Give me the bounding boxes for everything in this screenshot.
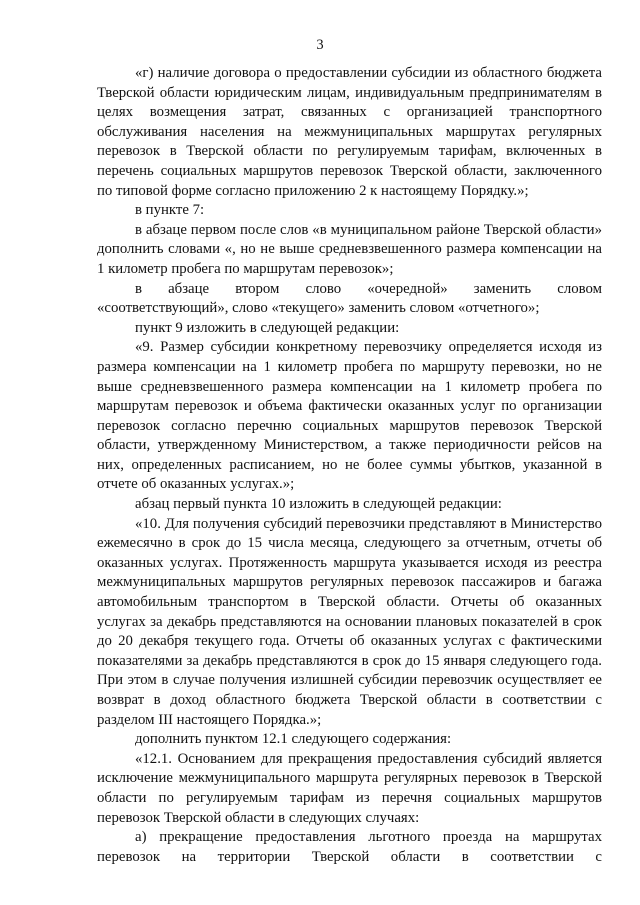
page-number: 3 bbox=[316, 37, 324, 53]
paragraph-point-7-intro: в пункте 7: bbox=[135, 202, 205, 219]
paragraph-point-12-1-intro: дополнить пунктом 12.1 следующего содержания: bbox=[135, 731, 452, 748]
paragraph-point-9-text: «9. Размер субсидии конкретному перевозчику определяется исходя из размера компенсации на 1 километр пробега по маршруту перевозки, но не выше средневзвешенного размера компенсации на 1 километр пробега по маршрутам перевозок и объема фактически оказанных услуг по организации перевозок согласно перечню социальных маршрутов перевозок Тверской области, утвержденному Министерством, а также периодичности рейсов на них, определенных расписанием, но не более суммы убытков, указанной в отчете об оказанных услугах.»; bbox=[97, 339, 602, 493]
paragraph-point-10-text: «10. Для получения субсидий перевозчики представляют в Министерство ежемесячно в срок до 15 числа месяца, следующего за отчетным, отчеты об оказанных услугах. Протяженность маршрута указывается исходя из реестра межмуниципальных маршрутов регулярных перевозок пассажиров и багажа автомобильным транспортом в Тверской области. Отчеты об оказанных услугах за декабрь представляются на основании плановых показателей в срок до 20 декабря текущего года. Отчеты об оказанных услугах с фактическими показателями за декабрь представляются в срок до 15 января следующего года. При этом в случае получения излишней субсидии перевозчик осуществляет ее возврат в доход областного бюджета Тверской области в соответствии с разделом III настоящего Порядка.»; bbox=[97, 515, 602, 728]
document-body bbox=[97, 64, 602, 867]
paragraph-point-7-first: в абзаце первом после слов «в муниципальном районе Тверской области» дополнить словами «, но не выше средневзвешенного размера компенсации на 1 километр пробега по маршрутам перевозок»; bbox=[97, 221, 602, 277]
paragraph-point-10-intro: абзац первый пункта 10 изложить в следующей редакции: bbox=[135, 496, 502, 513]
paragraph-item-a: а) прекращение предоставления льготного проезда на маршрутах перевозок на территории Тверской области в соответствии с bbox=[97, 829, 602, 865]
paragraph-point-9-intro: пункт 9 изложить в следующей редакции: bbox=[135, 319, 400, 336]
paragraph-point-7-second: в абзаце втором слово «очередной» заменить словом «соответствующий», слово «текущего» заменить словом «отчетного»; bbox=[97, 280, 602, 317]
paragraph-item-g: «г) наличие договора о предоставлении субсидии из областного бюджета Тверской области юридическим лицам, индивидуальным предпринимателям в целях возмещения затрат, связанных с организацией транспортного обслуживания населения на межмуниципальных маршрутах регулярных перевозок в Тверской области по регулируемым тарифам, включенных в перечень социальных маршрутов перевозок Тверской области, заключенного по типовой форме согласно приложению 2 к настоящему Порядку.»; bbox=[97, 65, 602, 199]
paragraph-point-12-1-text: «12.1. Основанием для прекращения предоставления субсидий является исключение межмуниципального маршрута регулярных перевозок в Тверской области по регулируемым тарифам из перечня социальных маршрутов перевозок Тверской области в следующих случаях: bbox=[97, 750, 602, 826]
